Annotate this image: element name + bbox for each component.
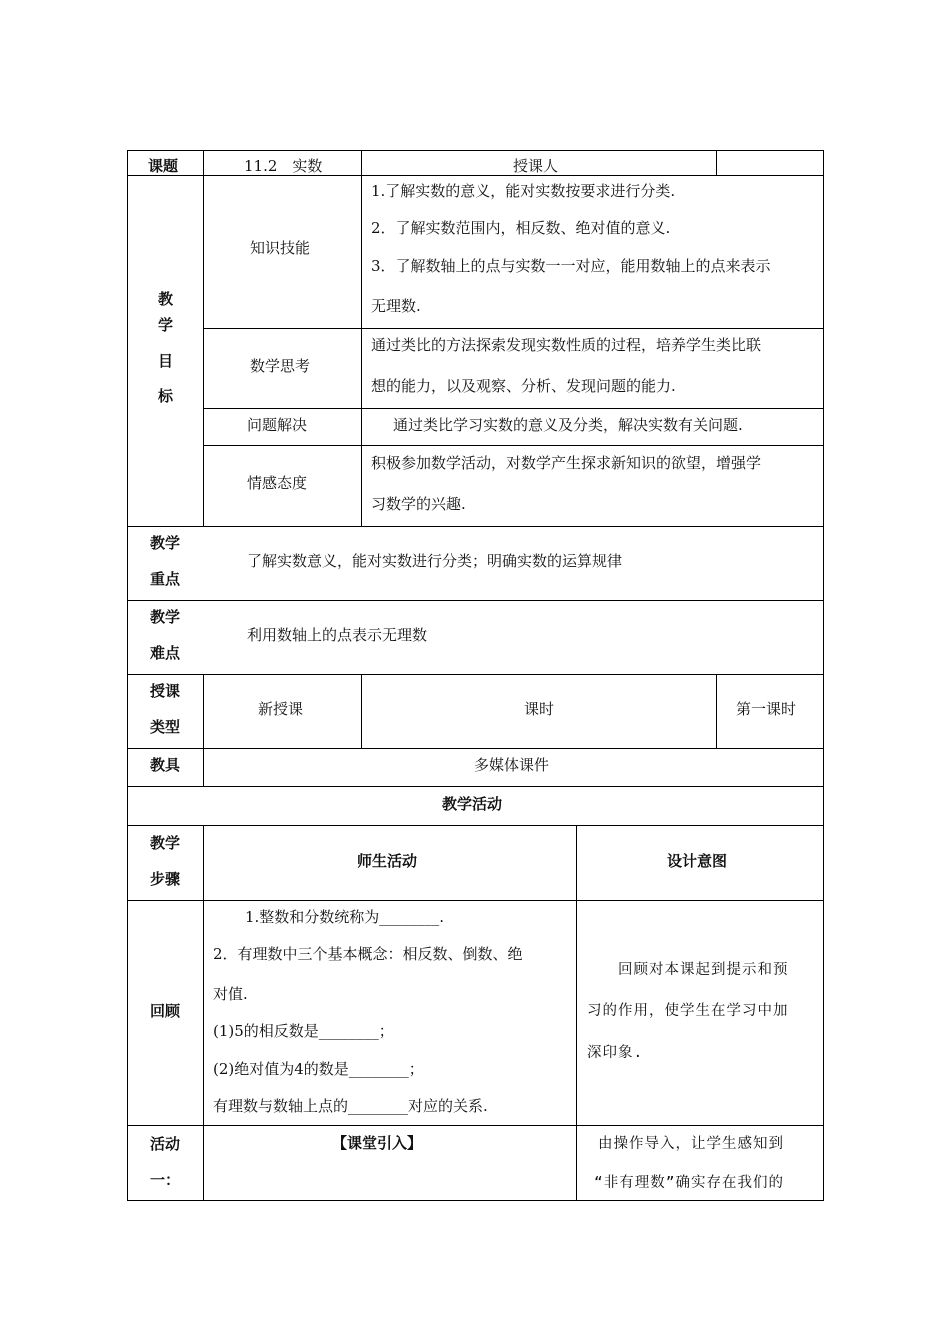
vline [203, 825, 204, 1201]
attitude-line: 习数学的兴趣. [371, 495, 466, 513]
hours-value: 第一课时 [736, 700, 797, 718]
hline [127, 526, 824, 527]
col-activity-header: 师生活动 [357, 852, 418, 870]
activity-one-label: 一： [150, 1171, 181, 1189]
thinking-line: 通过类比的方法探索发现实数性质的过程，培养学生类比联 [371, 336, 762, 354]
activities-title: 教学活动 [442, 795, 503, 813]
hline [203, 328, 824, 329]
steps-label: 步骤 [150, 870, 181, 888]
vline [203, 674, 204, 787]
review-line: 2．有理数中三个基本概念：相反数、倒数、绝 [213, 945, 523, 963]
hline [127, 825, 824, 826]
review-intent-line: 习的作用，使学生在学习中加 [587, 1003, 789, 1019]
hline [203, 445, 824, 446]
activity-one-intent-line: 由操作导入，让学生感知到 [598, 1136, 784, 1152]
steps-label: 教学 [150, 834, 181, 852]
review-line: (2)绝对值为4的数是________； [213, 1060, 424, 1078]
thinking-label: 数学思考 [250, 357, 311, 375]
problem-label: 问题解决 [247, 416, 308, 434]
lesson-type-label: 授课 [150, 682, 181, 700]
review-intent-line: 回顾对本课起到提示和预 [618, 962, 789, 978]
vline [361, 175, 362, 527]
objectives-label-char: 教 [158, 290, 174, 308]
col-intent-header: 设计意图 [667, 852, 728, 870]
lesson-type-value: 新授课 [258, 700, 304, 718]
knowledge-line: 无理数. [371, 297, 421, 315]
activity-one-heading: 【课堂引入】 [332, 1134, 423, 1152]
objectives-label-char: 标 [158, 387, 174, 405]
review-line: 1.整数和分数统称为________. [245, 908, 445, 926]
vline [716, 674, 717, 749]
hline [127, 786, 824, 787]
hours-label: 课时 [524, 700, 555, 718]
key-point-label: 教学 [150, 534, 181, 552]
hline [127, 1125, 824, 1126]
key-point-text: 了解实数意义，能对实数进行分类；明确实数的运算规律 [247, 552, 623, 570]
objectives-label-char: 目 [158, 352, 174, 370]
vline [823, 150, 824, 1201]
key-point-label: 重点 [150, 570, 181, 588]
knowledge-label: 知识技能 [250, 239, 311, 257]
knowledge-line: 1.了解实数的意义，能对实数按要求进行分类. [371, 182, 676, 200]
vline [203, 150, 204, 527]
hline [127, 674, 824, 675]
tools-label: 教具 [150, 756, 181, 774]
attitude-line: 积极参加数学活动，对数学产生探求新知识的欲望，增强学 [371, 454, 762, 472]
hline [127, 600, 824, 601]
tools-value: 多媒体课件 [474, 756, 550, 774]
review-line: 对值. [213, 985, 248, 1003]
difficulty-label: 难点 [150, 644, 181, 662]
vline [127, 150, 128, 1201]
hline [203, 408, 824, 409]
difficulty-text: 利用数轴上的点表示无理数 [247, 626, 428, 644]
difficulty-label: 教学 [150, 608, 181, 626]
activity-one-label: 活动 [150, 1135, 181, 1153]
hline [127, 150, 824, 151]
review-intent-line: 深印象. [587, 1045, 644, 1061]
attitude-label: 情感态度 [247, 474, 308, 492]
hline [127, 748, 824, 749]
hline [127, 900, 824, 901]
teacher-label: 授课人 [513, 157, 559, 175]
knowledge-line: 2．了解实数范围内，相反数、绝对值的意义. [371, 219, 671, 237]
hline [127, 1200, 824, 1201]
problem-text: 通过类比学习实数的意义及分类，解决实数有关问题. [393, 416, 743, 434]
vline [361, 150, 362, 176]
knowledge-line: 3．了解数轴上的点与实数一一对应，能用数轴上的点来表示 [371, 257, 771, 275]
vline [716, 150, 717, 176]
objectives-label-char: 学 [158, 316, 174, 334]
vline [361, 674, 362, 749]
activity-one-intent-line: “非有理数”确实存在我们的 [594, 1175, 784, 1191]
topic-value: 11.2 实数 [244, 157, 323, 175]
vline [576, 825, 577, 1201]
thinking-line: 想的能力，以及观察、分析、发现问题的能力. [371, 377, 676, 395]
review-label: 回顾 [150, 1002, 181, 1020]
hline [127, 175, 824, 176]
topic-label: 课题 [148, 157, 179, 175]
review-line: (1)5的相反数是________； [213, 1022, 394, 1040]
lesson-type-label: 类型 [150, 718, 181, 736]
review-line: 有理数与数轴上点的________对应的关系. [213, 1097, 488, 1115]
